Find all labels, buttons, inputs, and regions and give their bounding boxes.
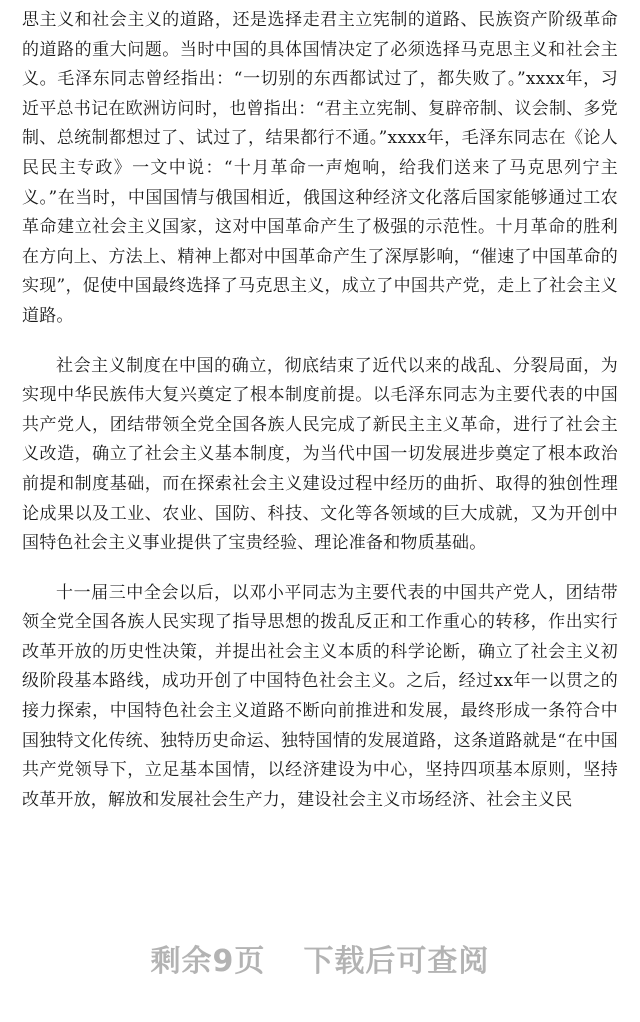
paragraph-continued: 思主义和社会主义的道路，还是选择走君主立宪制的道路、民族资产阶级革命的道路的重大问题。当时中国的具体国情决定了必须选择马克思主义和社会主义。毛泽东同志曾经指出：“一切别的东西都试过了，都失败了。”xxxx年，习近平总书记在欧洲访问时，也曾指出：“君主立宪制、复辟帝制、议会制、多党制、总统制都想过了、试过了，结果都行不通。”xxxx年，毛泽东同志在《论人民民主专政》一文中说：“十月革命一声炮响，给我们送来了马克思列宁主义。”在当时，中国国情与俄国相近，俄国这种经济文化落后国家能够通过工农革命建立社会主义国家，这对中国革命产生了极强的示范性。十月革命的胜利在方向上、方法上、精神上都对中国革命产生了深厚影响，“催速了中国革命的实现”，促使中国最终选择了马克思主义，成立了中国共产党，走上了社会主义道路。	[22, 10, 618, 326]
remaining-pages-label[interactable]: 剩余9页	[150, 944, 266, 979]
document-page	[22, 6, 618, 815]
paragraph: 社会主义制度在中国的确立，彻底结束了近代以来的战乱、分裂局面，为实现中华民族伟大复兴奠定了根本制度前提。以毛泽东同志为主要代表的中国共产党人，团结带领全党全国各族人民完成了新民主主义革命，进行了社会主义改造，确立了社会主义基本制度，为当代中国一切发展进步奠定了根本政治前提和制度基础，而在探索社会主义建设过程中经历的曲折、取得的独创性理论成果以及工业、农业、国防、科技、文化等各领域的巨大成就，又为开创中国特色社会主义事业提供了宝贵经验、理论准备和物质基础。	[22, 355, 618, 554]
download-prompt-label[interactable]: 下载后可查阅	[303, 944, 490, 979]
download-banner[interactable]	[0, 940, 640, 984]
paragraph: 十一届三中全会以后，以邓小平同志为主要代表的中国共产党人，团结带领全党全国各族人民实现了指导思想的拨乱反正和工作重心的转移，作出实行改革开放的历史性决策，并提出社会主义本质的科学论断，确立了社会主义初级阶段基本路线，成功开创了中国特色社会主义。之后，经过xx年一以贯之的接力探索，中国特色社会主义道路不断向前推进和发展，最终形成一条符合中国独特文化传统、独特历史命运、独特国情的发展道路，这条道路就是“在中国共产党领导下，立足基本国情，以经济建设为中心，坚持四项基本原则，坚持改革开放，解放和发展社会生产力，建设社会主义市场经济、社会主义民	[22, 582, 618, 810]
